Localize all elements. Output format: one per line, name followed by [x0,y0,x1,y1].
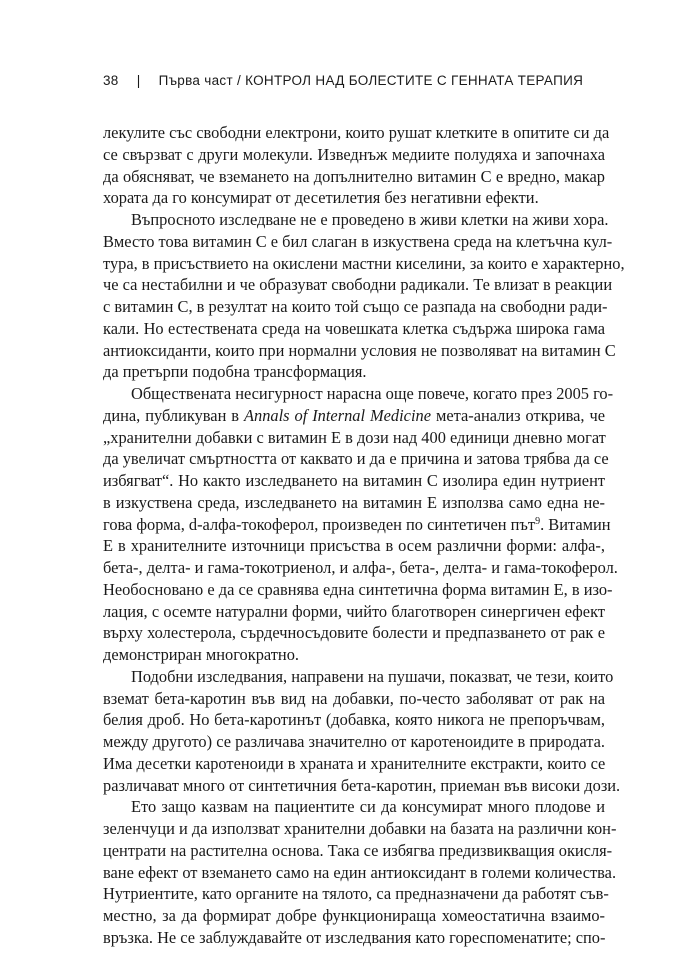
text-fragment: дина, публикуван в [103,405,245,425]
text-line: белия дроб. Но бета-каротинът (добавка, която никога не препоръчвам, [103,710,605,730]
text-line: между другото) се различава значително от каротеноидите в природата. [103,732,605,751]
text-line: бета-, делта- и гама-токотриенол, и алфа-, бета-, делта- и гама-токоферол. [103,558,618,577]
journal-title: Annals of Internal Medicine [244,405,431,425]
text-line: тура, в присъствието на окислени мастни киселини, за които е характерно, [103,253,625,273]
text-line: връзка. Не се заблуждавайте от изследвания като гореспоменатите; спо- [103,927,606,947]
text-line: с витамин С, в резултат на които той също се разпада на свободни ради- [103,297,608,316]
text-fragment: . Витамин [540,514,611,534]
text-line: Вместо това витамин С е бил слаган в изкуствена среда на клетъчна кул- [103,231,613,251]
text-line: лекулите със свободни електрони, които рушат клетките в опитите си да [103,123,610,142]
text-line: лация, с осемте натурални форми, чийто благотворен синергичен ефект [103,601,605,621]
text-line: да увеличат смъртността от каквато и да е причина и затова трябва да се [103,449,609,469]
footnote-reference: 9 [535,515,541,527]
text-line: ване ефект от вземането само на един антиоксидант в големи количества. [103,862,617,882]
text-line: избягват“. Но както изследването на витамин С изолира един нутриент [103,471,605,490]
text-line: кали. Но естествената среда на човешката клетка съдържа широка гама [103,318,605,338]
running-header [103,73,583,88]
text-line [103,514,611,536]
text-fragment: мета-анализ открива, че [430,405,605,425]
text-line: Ето защо казвам на пациентите си да консумират много плодове и [131,797,605,817]
text-line: Подобни изследвания, направени на пушачи, показват, че тези, които [131,666,614,686]
body-text [103,122,625,949]
text-line: в изкуствена среда, изследването на витамин Е използва само една не- [103,492,605,512]
text-line: Необосновано е да се сравнява една синтетична форма витамин Е, в изо- [103,579,613,599]
text-line: вземат бета-каротин във вид на добавки, по-често заболяват от рак на [103,688,605,708]
text-line: да претърпи подобна трансформация. [103,362,367,382]
text-line: различават много от синтетичния бета-каротин, приеман във високи дози. [103,775,621,795]
text-line [103,405,605,427]
text-line: „хранителни добавки с витамин Е в дози над 400 единици дневно могат [103,427,606,447]
running-title: Първа част / КОНТРОЛ НАД БОЛЕСТИТЕ С ГЕННАТА ТЕРАПИЯ [158,73,584,88]
text-line: Нутриентите, като органите на тялото, са предназначени да работят съв- [103,884,609,904]
text-fragment: гова форма, d-алфа-токоферол, произведен по синтетичен път [103,514,536,534]
text-line: Е в хранителните източници присъства в осем различни форми: алфа-, [103,536,605,556]
text-line: Обществената несигурност нарасна още повече, когато през 2005 го- [131,384,614,403]
text-line: се свързват с други молекули. Изведнъж медиите полудяха и започнаха [103,144,605,164]
page-number: 38 [103,73,119,88]
text-line: зеленчуци и да използват хранителни добавки на базата на различни кон- [103,819,617,838]
text-line: Въпросното изследване не е проведено в живи клетки на живи хора. [131,210,609,229]
text-line: антиоксиданти, които при нормални условия не позволяват на витамин С [103,340,616,360]
text-line: Има десетки каротеноиди в храната и хранителните екстракти, които се [103,753,606,773]
text-line: да обясняват, че вземането на допълнително витамин С е вредно, макар [103,166,605,186]
text-line: хората да го консумират от десетилетия без негативни ефекти. [103,188,539,208]
text-line: местно, за да формират добре функционираща хомеостатична взаимо- [103,906,605,925]
text-line: върху холестерола, сърдечносъдовите болести и предпазването от рак е [103,623,605,643]
header-separator: | [136,73,141,88]
text-line: че са нестабилни и че образуват свободни радикали. Те влизат в реакции [103,275,613,295]
text-line: демонстриран многократно. [103,645,299,664]
text-line: центрати на растителна основа. Така се избягва предизвикващия окисля- [103,840,613,860]
